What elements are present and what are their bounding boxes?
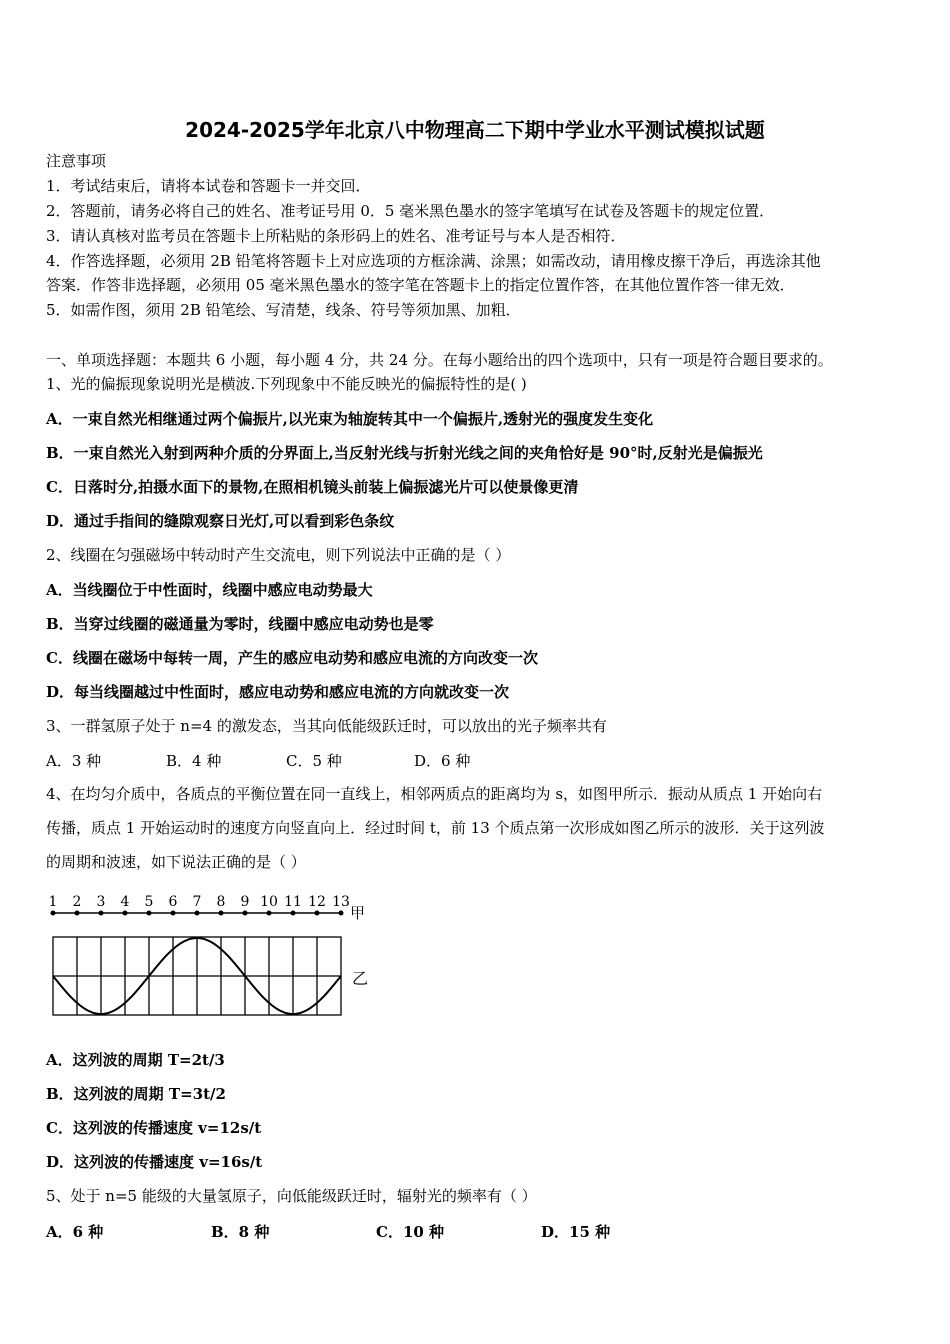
particle-number: 7 <box>192 894 202 910</box>
particle-number: 1 <box>48 894 58 910</box>
question-2-stem: 2、线圈在匀强磁场中转动时产生交流电，则下列说法中正确的是（ ） <box>46 546 511 564</box>
question-2-option-d: D．每当线圈越过中性面时，感应电动势和感应电流的方向就改变一次 <box>46 683 510 701</box>
particle-number: 2 <box>72 894 82 910</box>
question-1-option-a: A．一束自然光相继通过两个偏振片,以光束为轴旋转其中一个偏振片,透射光的强度发生变化 <box>46 410 654 428</box>
question-5-option-c: C．10 种 <box>376 1223 445 1241</box>
question-3-option-d: D．6 种 <box>414 752 471 770</box>
particle-dot <box>339 911 344 916</box>
notice-item: 4．作答选择题，必须用 2B 铅笔将答题卡上对应选项的方框涂满、涂黑；如需改动，请用橡皮擦干净后，再选涂其他 <box>46 252 821 270</box>
particle-dot <box>315 911 320 916</box>
particle-number: 11 <box>284 894 302 910</box>
particle-dot <box>171 911 176 916</box>
question-3-stem: 3、一群氢原子处于 n=4 的激发态，当其向低能级跃迁时，可以放出的光子频率共有 <box>46 717 607 735</box>
particle-dot <box>147 911 152 916</box>
notice-heading: 注意事项 <box>46 152 107 170</box>
section-heading: 一、单项选择题：本题共 6 小题，每小题 4 分，共 24 分。在每小题给出的四个选项中，只有一项是符合题目要求的。 <box>46 351 833 369</box>
particle-number: 6 <box>168 894 178 910</box>
question-3-option-c: C．5 种 <box>286 752 342 770</box>
particle-dot <box>51 911 56 916</box>
particle-number: 3 <box>96 894 106 910</box>
particle-number: 12 <box>308 894 326 910</box>
question-5-option-d: D．15 种 <box>541 1223 611 1241</box>
particle-dot <box>99 911 104 916</box>
question-1-option-d: D．通过手指间的缝隙观察日光灯,可以看到彩色条纹 <box>46 512 395 530</box>
notice-item: 3．请认真核对监考员在答题卡上所粘贴的条形码上的姓名、准考证号与本人是否相符． <box>46 227 626 245</box>
question-4-option-a: A．这列波的周期 T=2t/3 <box>46 1051 225 1069</box>
question-2-option-c: C．线圈在磁场中每转一周，产生的感应电动势和感应电流的方向改变一次 <box>46 649 538 667</box>
question-4-stem: 4、在均匀介质中，各质点的平衡位置在同一直线上，相邻两质点的距离均为 s，如图甲所示．振动从质点 1 开始向右 <box>46 785 823 803</box>
particle-number: 10 <box>260 894 278 910</box>
question-5-stem: 5、处于 n=5 能级的大量氢原子，向低能级跃迁时，辐射光的频率有（ ） <box>46 1187 537 1205</box>
question-1-stem: 1、光的偏振现象说明光是横波.下列现象中不能反映光的偏振特性的是( ) <box>46 375 527 393</box>
particle-dot <box>195 911 200 916</box>
particle-dot <box>123 911 128 916</box>
particle-number: 9 <box>240 894 250 910</box>
particle-dot <box>219 911 224 916</box>
question-1-option-b: B．一束自然光入射到两种介质的分界面上,当反射光线与折射光线之间的夹角恰好是 90°时,反射光是偏振光 <box>46 444 763 462</box>
figure-label-jia: 甲 <box>350 904 366 922</box>
particle-dot <box>291 911 296 916</box>
question-2-option-a: A．当线圈位于中性面时，线圈中感应电动势最大 <box>46 581 373 599</box>
particle-number: 4 <box>120 894 130 910</box>
question-2-option-b: B．当穿过线圈的磁通量为零时，线圈中感应电动势也是零 <box>46 615 434 633</box>
question-4-stem: 传播，质点 1 开始运动时的速度方向竖直向上．经过时间 t，前 13 个质点第一次形成如图乙所示的波形．关于这列波 <box>46 819 825 837</box>
question-3-option-a: A．3 种 <box>46 752 102 770</box>
question-5-option-b: B．8 种 <box>211 1223 270 1241</box>
wave-figure <box>40 890 380 1030</box>
question-5-option-a: A．6 种 <box>46 1223 104 1241</box>
question-1-option-c: C．日落时分,拍摄水面下的景物,在照相机镜头前装上偏振滤光片可以使景像更清 <box>46 478 579 496</box>
notice-item: 5．如需作图，须用 2B 铅笔绘、写清楚，线条、符号等须加黑、加粗． <box>46 301 521 319</box>
particle-dot <box>75 911 80 916</box>
particle-number: 13 <box>332 894 350 910</box>
notice-item: 1．考试结束后，请将本试卷和答题卡一并交回． <box>46 177 371 195</box>
particle-number: 8 <box>216 894 226 910</box>
page-title: 2024-2025学年北京八中物理高二下期中学业水平测试模拟试题 <box>185 118 765 142</box>
particle-dot <box>267 911 272 916</box>
particle-number: 5 <box>144 894 154 910</box>
figure-label-yi: 乙 <box>352 969 369 988</box>
notice-item: 2．答题前，请务必将自己的姓名、准考证号用 0．5 毫米黑色墨水的签字笔填写在试卷及答题卡的规定位置． <box>46 202 775 220</box>
question-4-stem: 的周期和波速，如下说法正确的是（ ） <box>46 853 306 871</box>
notice-item: 答案．作答非选择题，必须用 05 毫米黑色墨水的签字笔在答题卡上的指定位置作答，在其他位置作答一律无效． <box>46 276 795 294</box>
particle-dot <box>243 911 248 916</box>
question-4-option-d: D．这列波的传播速度 v=16s/t <box>46 1153 263 1171</box>
question-4-option-b: B．这列波的周期 T=3t/2 <box>46 1085 226 1103</box>
question-4-option-c: C．这列波的传播速度 v=12s/t <box>46 1119 262 1137</box>
question-3-option-b: B．4 种 <box>166 752 222 770</box>
